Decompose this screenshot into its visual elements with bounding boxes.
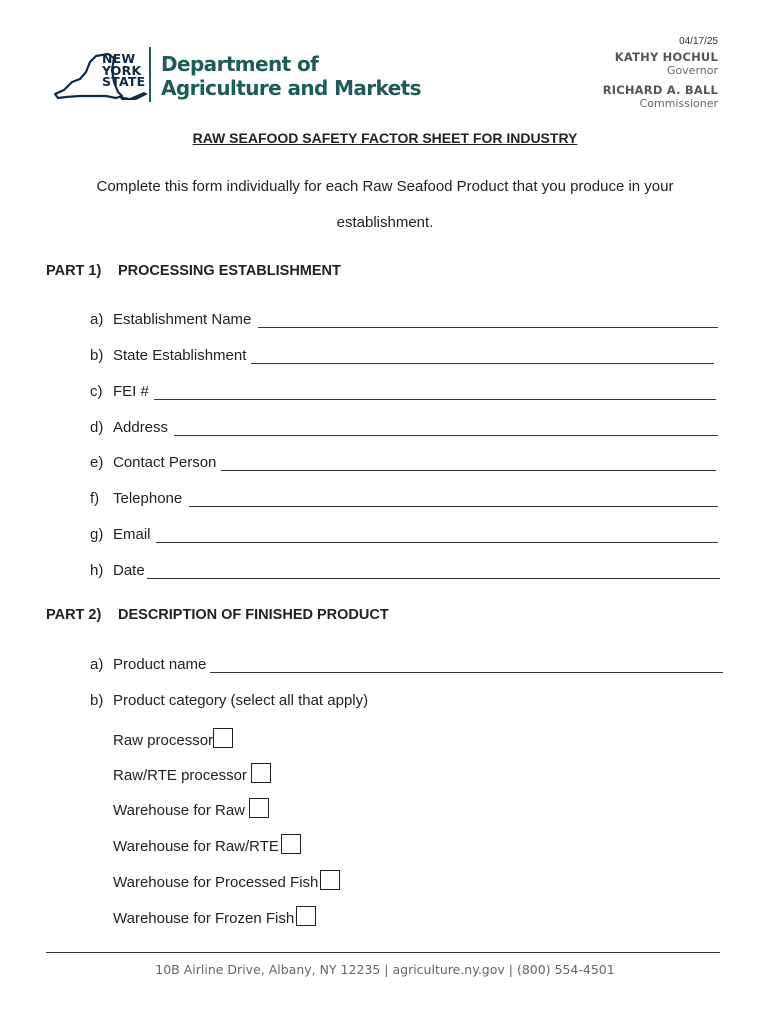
field-label: Product category (select all that apply)	[113, 692, 369, 709]
email-input-line[interactable]	[156, 542, 718, 543]
field-letter: a)	[90, 656, 104, 673]
date-input-line[interactable]	[147, 578, 720, 579]
logo-word: STATE	[102, 74, 146, 89]
field-letter: b)	[90, 692, 104, 709]
field-email	[90, 526, 151, 543]
field-address	[90, 419, 168, 436]
option-label: Raw processor	[113, 732, 214, 749]
option-label: Warehouse for Raw/RTE	[113, 838, 279, 855]
option-label: Warehouse for Frozen Fish	[113, 910, 295, 927]
logo-separator	[149, 47, 151, 102]
raw-processor-checkbox[interactable]	[213, 728, 233, 748]
field-letter: c)	[90, 383, 103, 400]
product-name-input-line[interactable]	[210, 672, 723, 673]
footer-contact: 10B Airline Drive, Albany, NY 12235 | agriculture.ny.gov | (800) 554-4501	[155, 962, 615, 977]
warehouse-raw-checkbox[interactable]	[249, 798, 269, 818]
option-label: Raw/RTE processor	[113, 767, 247, 784]
field-fei	[90, 383, 149, 400]
intro-text-line-1: Complete this form individually for each Raw Seafood Product that you produce in your	[96, 178, 674, 195]
new-york-state-wordmark	[102, 53, 145, 88]
warehouse-raw-rte-checkbox[interactable]	[281, 834, 301, 854]
field-letter: a)	[90, 311, 104, 328]
field-label: Establishment Name	[113, 311, 252, 328]
field-product-category	[90, 692, 368, 709]
warehouse-frozen-fish-checkbox[interactable]	[296, 906, 316, 926]
option-raw-processor	[113, 728, 233, 749]
field-label: Telephone	[113, 490, 183, 507]
document-date: 04/17/25	[679, 36, 718, 47]
address-input-line[interactable]	[174, 435, 718, 436]
part1-heading	[46, 263, 341, 279]
field-letter: g)	[90, 526, 104, 543]
field-label: Email	[113, 526, 151, 543]
option-warehouse-frozen-fish	[113, 906, 316, 927]
department-line: Agriculture and Markets	[161, 76, 421, 100]
option-raw-rte-processor	[113, 763, 271, 784]
fei-input-line[interactable]	[154, 399, 716, 400]
field-letter: e)	[90, 454, 104, 471]
intro-text-line-2: establishment.	[336, 214, 434, 231]
option-warehouse-raw	[113, 798, 269, 819]
governor-title: Governor	[666, 64, 718, 77]
part-number: PART 2)	[46, 607, 102, 623]
field-product-name	[90, 656, 206, 673]
footer-divider	[46, 952, 720, 953]
field-date	[90, 562, 145, 579]
raw-rte-processor-checkbox[interactable]	[251, 763, 271, 783]
field-letter: d)	[90, 419, 104, 436]
document-title: RAW SEAFOOD SAFETY FACTOR SHEET FOR INDUSTRY	[192, 130, 578, 146]
field-label: FEI #	[113, 383, 149, 400]
field-label: Address	[113, 419, 169, 436]
field-contact-person	[90, 454, 216, 471]
contact-person-input-line[interactable]	[221, 470, 716, 471]
field-label: State Establishment	[113, 347, 247, 364]
option-label: Warehouse for Processed Fish	[113, 874, 319, 891]
telephone-input-line[interactable]	[189, 506, 718, 507]
field-establishment-name	[90, 311, 251, 328]
commissioner-title: Commissioner	[639, 97, 718, 110]
establishment-name-input-line[interactable]	[258, 327, 718, 328]
state-establishment-input-line[interactable]	[251, 363, 714, 364]
governor-name: KATHY HOCHUL	[614, 50, 718, 64]
field-telephone	[90, 490, 182, 507]
logo-word: YORK	[102, 62, 142, 78]
warehouse-processed-fish-checkbox[interactable]	[320, 870, 340, 890]
field-label: Product name	[113, 656, 207, 673]
department-line: Department of	[161, 52, 319, 76]
part2-heading	[46, 607, 389, 623]
department-name	[161, 52, 421, 100]
part-number: PART 1)	[46, 263, 102, 279]
commissioner-name: RICHARD A. BALL	[602, 83, 718, 97]
option-label: Warehouse for Raw	[113, 802, 245, 819]
logo-word: NEW	[102, 51, 136, 66]
field-letter: f)	[90, 490, 100, 507]
field-label: Contact Person	[113, 454, 217, 471]
field-letter: h)	[90, 562, 104, 579]
header-officials	[603, 36, 718, 111]
part-title: PROCESSING ESTABLISHMENT	[118, 263, 341, 279]
option-warehouse-raw-rte	[113, 834, 301, 855]
field-letter: b)	[90, 347, 104, 364]
option-warehouse-processed-fish	[113, 870, 340, 891]
part-title: DESCRIPTION OF FINISHED PRODUCT	[118, 607, 389, 623]
field-state-establishment	[90, 347, 246, 364]
field-label: Date	[113, 562, 145, 579]
